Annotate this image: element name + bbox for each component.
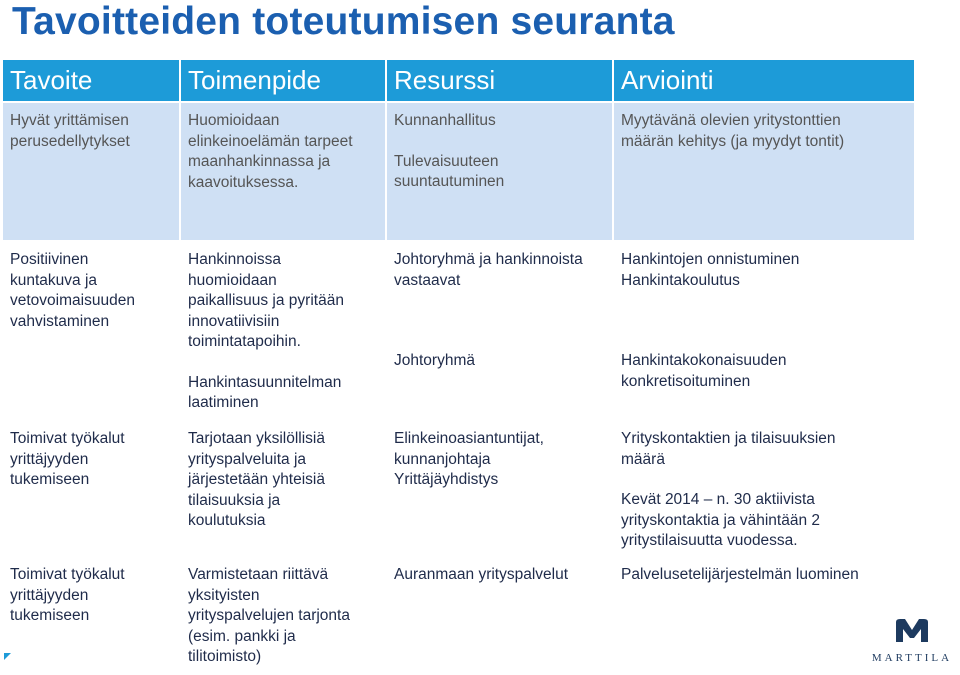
cell-line: Toimivat työkalut [10,566,125,583]
cell-line: tilitoimisto) [188,648,262,665]
header-toimenpide: Toimenpide [180,60,386,102]
cell-line: tukemiseen [10,471,90,488]
cell-line: Varmistetaan riittävä [188,566,329,583]
cell-line: vastaavat [394,271,461,289]
cell-line: kaavoituksessa. [188,173,299,191]
cell-line: Yrityskontaktien ja tilaisuuksien [621,430,836,447]
header-arviointi: Arviointi [613,60,915,102]
cell-line: Johtoryhmä [394,352,475,369]
cell-line: Tulevaisuuteen [394,152,499,170]
cell-line: Yrittäjäyhdistys [394,471,499,488]
cell-arviointi [613,241,915,420]
cell-resurssi [386,102,613,241]
cell-line: yrityspalveluita ja [188,450,307,468]
cell-line: innovatiivisiin [188,312,280,330]
marttila-logo [864,612,960,669]
cell-line: määrän kehitys (ja myydyt tontit) [621,132,845,150]
cell-line: Auranmaan yrityspalvelut [394,566,569,583]
cell-toimenpide [180,556,386,675]
cell-line: koulutuksia [188,512,266,529]
cell-line: Kevät 2014 – n. 30 aktiivista [621,491,815,508]
cell-line: yksityisten [188,586,260,604]
cell-line: Elinkeinoasiantuntijat, [394,430,544,447]
table-row [3,241,915,420]
cell-line: Hankinnoissa [188,251,282,268]
cell-line: maanhankinnassa ja [188,153,331,170]
cell-line: suuntautuminen [394,173,505,190]
cell-line: kuntakuva ja [10,271,98,289]
cell-line: yrittäjyyden [10,586,89,604]
header-tavoite: Tavoite [3,60,180,102]
cell-line: Hankintakoulutus [621,271,740,289]
cell-line: Positiivinen [10,251,89,268]
cell-line: Huomioidaan [188,112,280,129]
cell-line: Hyvät yrittämisen [10,112,129,129]
goals-table [3,60,916,675]
cell-toimenpide [180,420,386,556]
table-row [3,556,915,675]
cell-resurssi [386,556,613,675]
cell-line: vahvistaminen [10,312,110,330]
cell-resurssi [386,241,613,420]
cell-tavoite [3,420,180,556]
cell-line: vetovoimaisuuden [10,292,135,309]
cell-tavoite [3,556,180,675]
cell-toimenpide [180,102,386,241]
header-row [3,60,915,102]
cell-line: Kunnanhallitus [394,112,496,129]
cell-line: huomioidaan [188,271,277,289]
cell-tavoite [3,241,180,420]
cell-line: Hankintasuunnitelman [188,373,342,391]
corner-mark [4,653,11,660]
cell-resurssi [386,420,613,556]
cell-line: määrä [621,450,665,468]
cell-line: Johtoryhmä ja hankinnoista [394,251,583,268]
cell-line: yritystilaisuutta vuodessa. [621,532,798,549]
cell-line: toimintatapoihin. [188,333,301,350]
cell-line: (esim. pankki ja [188,627,296,645]
cell-line: Palvelusetelijärjestelmän luominen [621,566,859,583]
cell-line: yrityskontaktia ja vähintään 2 [621,511,821,529]
table-row [3,102,915,241]
cell-tavoite [3,102,180,241]
cell-line: yrityspalvelujen tarjonta [188,607,350,624]
cell-line: tilaisuuksia ja [188,491,281,509]
cell-line: konkretisoituminen [621,372,751,390]
cell-line: elinkeinoelämän tarpeet [188,132,353,150]
cell-line: järjestetään yhteisiä [188,471,325,488]
logo-text: MARTTILA [871,652,953,664]
logo-mark-icon [894,618,930,644]
cell-line: yrittäjyyden [10,450,89,468]
cell-line: kunnanjohtaja [394,450,491,468]
cell-line: tukemiseen [10,607,90,624]
cell-line: laatiminen [188,394,259,411]
cell-arviointi [613,420,915,556]
cell-arviointi [613,102,915,241]
cell-line: perusedellytykset [10,132,130,150]
cell-line: Myytävänä olevien yritystonttien [621,112,841,129]
header-resurssi: Resurssi [386,60,613,102]
cell-toimenpide [180,241,386,420]
cell-line: Hankintakokonaisuuden [621,352,787,369]
cell-line: paikallisuus ja pyritään [188,292,344,309]
cell-line: Toimivat työkalut [10,430,125,447]
page-title: Tavoitteiden toteutumisen seuranta [12,0,675,43]
table-row [3,420,915,556]
cell-line: Tarjotaan yksilöllisiä [188,430,325,447]
cell-line: Hankintojen onnistuminen [621,251,800,268]
